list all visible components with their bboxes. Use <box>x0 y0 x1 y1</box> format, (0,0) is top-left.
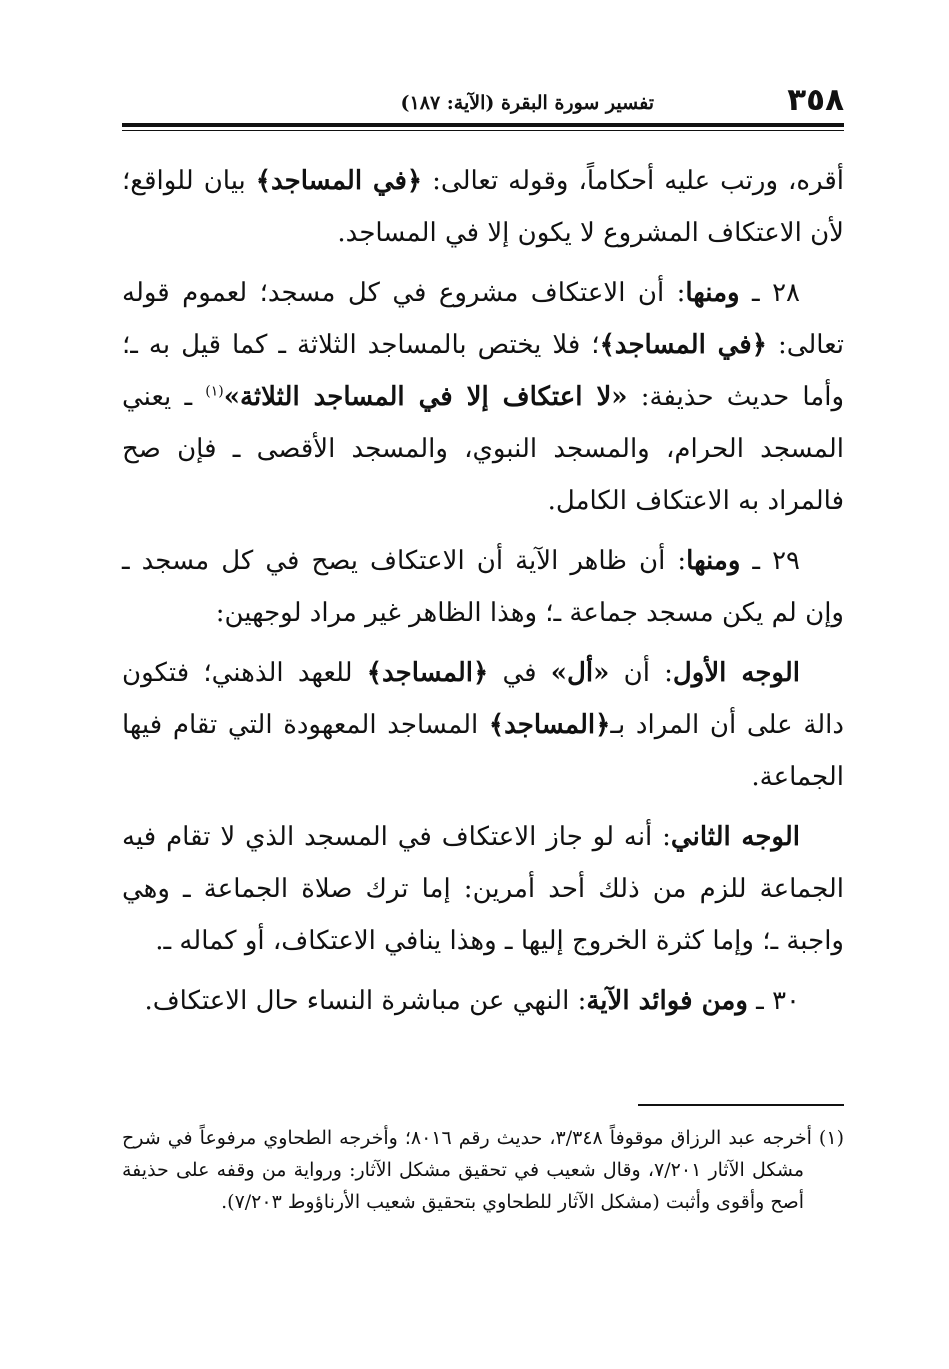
paragraph-point-30 <box>122 975 844 1027</box>
hadith-quote: «لا اعتكاف إلا في المساجد الثلاثة» <box>223 382 628 412</box>
quoted-term: «أل» <box>550 658 610 688</box>
text-segment: ـ يعني المسجد الحرام، والمسجد النبوي، والمسجد الأقصى ـ فإن صح فالمراد به الاعتكاف الكامل. <box>122 382 844 516</box>
quran-quote: ﴿المساجد﴾ <box>366 658 489 688</box>
running-title: تفسير سورة البقرة (الآية: ١٨٧) <box>400 92 654 114</box>
text-segment: ؛ فلا يختص بالمساجد الثلاثة ـ كما قيل به ـ؛ وأما حديث حذيفة: <box>122 330 844 412</box>
aspect-heading: الوجه الثاني <box>670 822 800 852</box>
text-segment: في <box>488 658 551 688</box>
quran-quote: ﴿في المساجد﴾ <box>255 166 423 196</box>
text-segment: المساجد المعهودة التي تقام فيها الجماعة. <box>122 710 844 792</box>
aspect-heading: الوجه الأول <box>672 658 800 688</box>
main-text <box>122 155 844 1035</box>
text-segment: : أن الاعتكاف مشروع في كل مسجد؛ لعموم قوله تعالى: <box>122 278 844 360</box>
quran-quote: ﴿المساجد﴾ <box>488 710 611 740</box>
point-number: ٣٠ ـ <box>747 986 800 1016</box>
quran-quote: ﴿في المساجد﴾ <box>599 330 767 360</box>
paragraph-first-aspect <box>122 647 844 803</box>
text-segment: بيان للواقع؛ لأن الاعتكاف المشروع لا يكون إلا في المساجد. <box>122 166 844 248</box>
paragraph-point-29 <box>122 535 844 639</box>
text-segment: : أنه لو جاز الاعتكاف في المسجد الذي لا تقام فيه الجماعة للزم من ذلك أحد أمرين: إما ترك صلاة الجماعة ـ وهي واجبة ـ؛ وإما كثرة الخروج إليها ـ وهذا ينافي الاعتكاف، أو كماله ـ. <box>122 822 844 956</box>
text-segment: : النهي عن مباشرة النساء حال الاعتكاف. <box>144 986 587 1016</box>
footnote-1: (١) أخرجه عبد الرزاق موقوفاً ٣/٣٤٨، حديث رقم ٨٠١٦؛ وأخرجه الطحاوي مرفوعاً في شرح مشكل الآثار ٧/٢٠١، وقال شعيب في تحقيق مشكل الآثار: ورواية من وقفه على حذيفة أصح وأقوى وأثبت (مشكل الآثار للطحاوي بتحقيق شعيب الأرناؤوط ٧/٢٠٣). <box>122 1127 844 1213</box>
text-segment: للعهد الذهني؛ فتكون دالة على أن المراد بـ <box>122 658 844 740</box>
footnote-reference[interactable]: (١) <box>205 383 224 400</box>
header-rule-thick <box>122 123 844 127</box>
text-segment: أقره، ورتب عليه أحكاماً، وقوله تعالى: <box>422 166 845 196</box>
point-number: ٢٩ ـ <box>740 546 800 576</box>
paragraph-point-28 <box>122 267 844 527</box>
footnotes <box>122 1122 844 1218</box>
text-segment: : أن <box>609 658 673 688</box>
page-number: ٣٥٨ <box>787 82 844 118</box>
page-header <box>122 82 844 122</box>
paragraph-continuation <box>122 155 844 259</box>
footnote-separator <box>638 1104 844 1106</box>
point-lead: ومنها <box>685 278 740 308</box>
point-number: ٢٨ ـ <box>739 278 800 308</box>
point-lead: ومن فوائد الآية <box>586 986 748 1016</box>
point-lead: ومنها <box>686 546 741 576</box>
text-segment: : أن ظاهر الآية أن الاعتكاف يصح في كل مسجد ـ وإن لم يكن مسجد جماعة ـ؛ وهذا الظاهر غير مراد لوجهين: <box>122 546 844 628</box>
header-rule-thin <box>122 130 844 131</box>
paragraph-second-aspect <box>122 811 844 967</box>
